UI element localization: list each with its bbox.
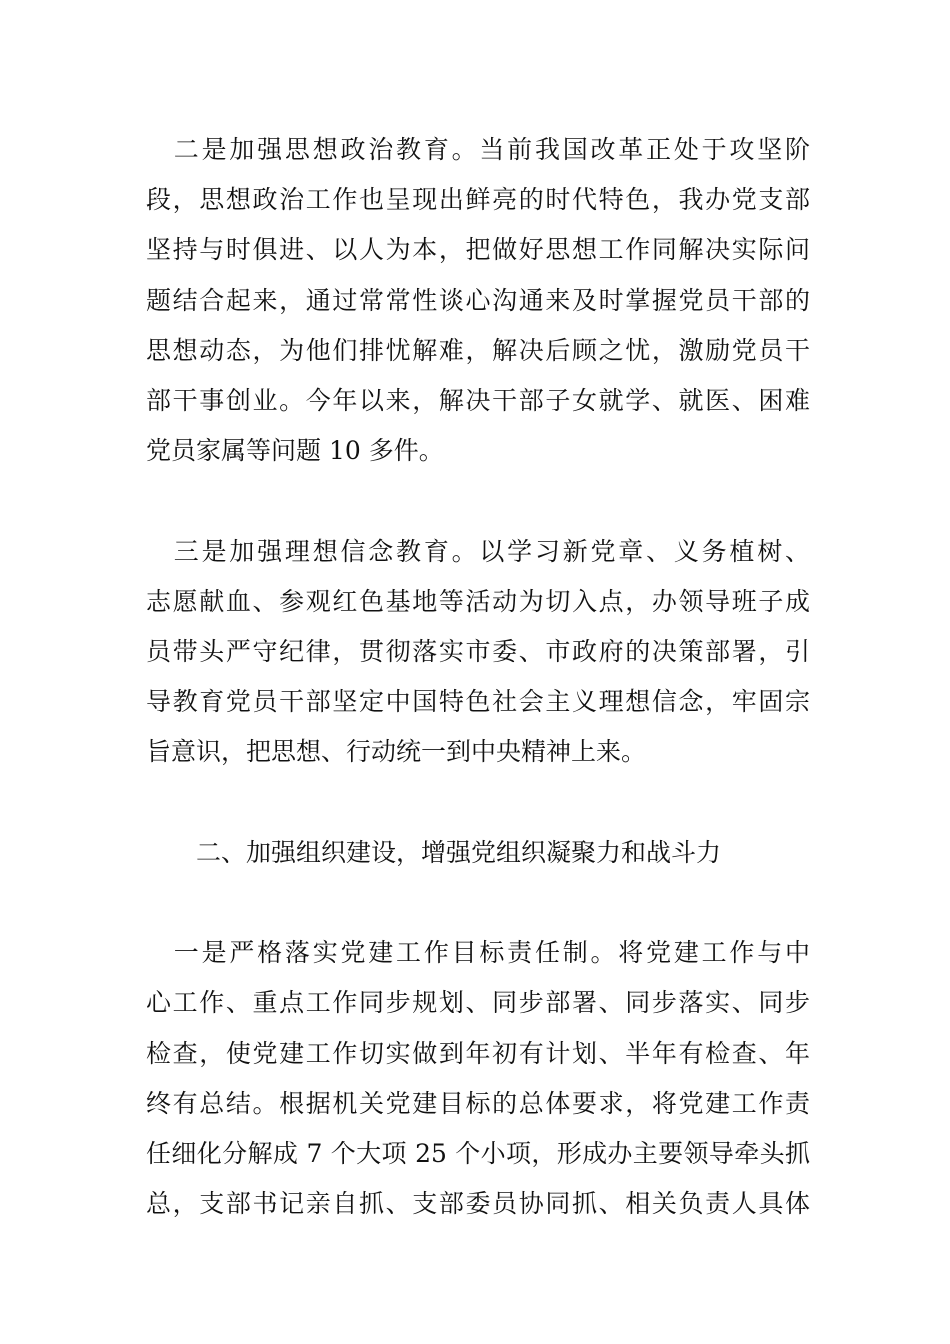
paragraph-spacer bbox=[146, 476, 810, 526]
paragraph-responsibility-system bbox=[146, 928, 810, 1229]
text-line: 员带头严守纪律，贯彻落实市委、市政府的决策部署，引 bbox=[146, 637, 810, 667]
text-line: 坚持与时俱进、以人为本，把做好思想工作同解决实际问 bbox=[146, 235, 810, 265]
text-line: 导教育党员干部坚定中国特色社会主义理想信念，牢固宗 bbox=[146, 687, 810, 717]
text-line: 三是加强理想信念教育。以学习新党章、义务植树、 bbox=[146, 536, 810, 566]
text-line: 题结合起来，通过常常性谈心沟通来及时掌握党员干部的 bbox=[146, 285, 810, 315]
text-line: 思想动态，为他们排忧解难，解决后顾之忧，激励党员干 bbox=[146, 335, 810, 365]
text-line: 二是加强思想政治教育。当前我国改革正处于攻坚阶 bbox=[146, 135, 810, 164]
text-line: 心工作、重点工作同步规划、同步部署、同步落实、同步 bbox=[146, 988, 810, 1018]
section-heading bbox=[146, 828, 810, 878]
text-line: 任细化分解成 7 个大项 25 个小项，形成办主要领导牵头抓 bbox=[146, 1139, 810, 1169]
text-line: 党员家属等问题 10 多件。 bbox=[146, 436, 444, 466]
text-line: 段，思想政治工作也呈现出鲜亮的时代特色，我办党支部 bbox=[146, 185, 810, 215]
text-line: 旨意识，把思想、行动统一到中央精神上来。 bbox=[146, 737, 647, 767]
document-body bbox=[146, 125, 810, 1229]
section-heading-text: 二、加强组织建设，增强党组织凝聚力和战斗力 bbox=[196, 837, 722, 867]
text-line: 终有总结。根据机关党建目标的总体要求，将党建工作责 bbox=[146, 1088, 810, 1118]
paragraph-ideological-education bbox=[146, 125, 810, 476]
text-line: 志愿献血、参观红色基地等活动为切入点，办领导班子成 bbox=[146, 586, 810, 616]
text-line: 一是严格落实党建工作目标责任制。将党建工作与中 bbox=[146, 938, 810, 968]
paragraph-spacer bbox=[146, 778, 810, 828]
text-line: 总，支部书记亲自抓、支部委员协同抓、相关负责人具体 bbox=[146, 1189, 810, 1219]
paragraph-spacer bbox=[146, 878, 810, 928]
text-line: 检查，使党建工作切实做到年初有计划、半年有检查、年 bbox=[146, 1038, 810, 1068]
text-line: 部干事创业。今年以来，解决干部子女就学、就医、困难 bbox=[146, 386, 810, 416]
paragraph-ideals-education bbox=[146, 527, 810, 778]
